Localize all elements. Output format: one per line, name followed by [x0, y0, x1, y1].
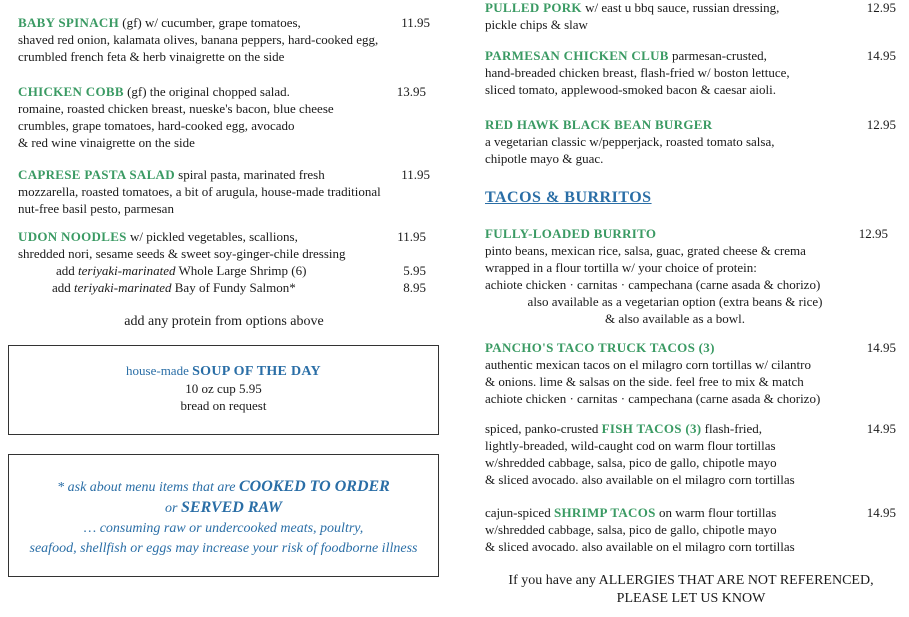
addon-label: Whole Large Shrimp (6): [175, 263, 307, 278]
item-desc: authentic mexican tacos on el milagro corn tortillas w/ cilantro: [485, 357, 811, 372]
protein-note: add any protein from options above: [124, 314, 324, 329]
soup-box: [8, 345, 439, 435]
menu-item-fish-tacos: [485, 420, 896, 488]
item-tag: w/ east u bbq sauce, russian dressing,: [581, 0, 780, 15]
soup-prefix: house-made: [126, 363, 193, 378]
item-desc: achiote chicken · carnitas · campechana (carne asada & chorizo): [485, 277, 821, 292]
menu-item-panchos-tacos: [485, 339, 896, 407]
item-name: FISH TACOS (3): [601, 421, 702, 436]
item-desc: mozzarella, roasted tomatoes, a bit of arugula, house-made traditional: [18, 184, 381, 199]
notice-line2: or: [165, 501, 181, 516]
item-name: PARMESAN CHICKEN CLUB: [485, 48, 669, 63]
item-desc-centered: & also available as a bowl.: [604, 311, 746, 326]
section-heading-tacos-burritos: TACOS & BURRITOS: [485, 189, 652, 206]
addon-label: Bay of Fundy Salmon*: [171, 280, 296, 295]
item-prefix: spiced, panko-crusted: [485, 421, 602, 436]
item-price: 12.95: [866, 117, 896, 132]
menu-item-udon-noodles: [18, 228, 426, 296]
addon-shrimp: [18, 262, 426, 279]
item-desc: & sliced avocado. also available on el milagro corn tortillas: [485, 472, 795, 487]
soup-title: SOUP OF THE DAY: [192, 364, 321, 379]
item-tag: spiral pasta, marinated fresh: [174, 167, 325, 182]
item-desc: shredded nori, sesame seeds & sweet soy-ginger-chile dressing: [18, 246, 346, 261]
item-name: FULLY-LOADED BURRITO: [485, 226, 657, 241]
item-desc: & sliced avocado. also available on el milagro corn tortillas: [485, 539, 795, 554]
menu-item-chicken-cobb: [18, 83, 426, 151]
item-name: RED HAWK BLACK BEAN BURGER: [485, 117, 713, 132]
item-desc: pinto beans, mexican rice, salsa, guac, grated cheese & crema: [485, 243, 806, 258]
soup-cup-price: 10 oz cup 5.95: [185, 381, 262, 396]
item-price: 14.95: [866, 48, 896, 63]
item-name: PULLED PORK: [485, 0, 582, 15]
item-desc: w/shredded cabbage, salsa, pico de gallo, chipotle mayo: [485, 522, 777, 537]
item-tag: parmesan-crusted,: [668, 48, 767, 63]
item-desc: a vegetarian classic w/pepperjack, roasted tomato salsa,: [485, 134, 775, 149]
item-desc: crumbles, grape tomatoes, hard-cooked egg, avocado: [18, 118, 295, 133]
item-price: 12.95: [866, 0, 896, 15]
addon-style: teriyaki-marinated: [74, 280, 172, 295]
item-name: PANCHO'S TACO TRUCK TACOS (3): [485, 340, 715, 355]
item-tag: (gf) w/ cucumber, grape tomatoes,: [119, 15, 301, 30]
notice-line3: … consuming raw or undercooked meats, poultry,: [83, 521, 364, 536]
addon-price: 5.95: [403, 263, 426, 278]
notice-line1: * ask about menu items that are: [57, 480, 239, 495]
item-desc: shaved red onion, kalamata olives, banana peppers, hard-cooked egg,: [18, 32, 379, 47]
item-desc: & red wine vinaigrette on the side: [18, 135, 195, 150]
item-price: 12.95: [858, 226, 888, 241]
allergy-line2: PLEASE LET US KNOW: [616, 591, 766, 606]
menu-item-caprese-pasta-salad: [18, 166, 430, 217]
item-price: 11.95: [401, 15, 430, 30]
item-name: SHRIMP TACOS: [553, 505, 656, 520]
item-desc: hand-breaded chicken breast, flash-fried w/ boston lettuce,: [485, 65, 790, 80]
item-desc-centered: also available as a vegetarian option (extra beans & rice): [527, 294, 823, 309]
menu-item-parmesan-chicken-club: [485, 47, 896, 98]
notice-served-raw: SERVED RAW: [181, 499, 282, 516]
menu-item-pulled-pork: [485, 0, 896, 33]
item-desc: romaine, roasted chicken breast, nueske's bacon, blue cheese: [18, 101, 334, 116]
item-price: 14.95: [866, 340, 896, 355]
item-desc: crumbled french feta & herb vinaigrette on the side: [18, 49, 285, 64]
item-name: UDON NOODLES: [18, 229, 127, 244]
addon-prefix: add: [52, 280, 75, 295]
item-price: 14.95: [866, 421, 896, 436]
item-desc: nut-free basil pesto, parmesan: [18, 201, 174, 216]
allergy-line1: If you have any ALLERGIES THAT ARE NOT REFERENCED,: [508, 573, 874, 588]
addon-prefix: add: [56, 263, 79, 278]
addon-style: teriyaki-marinated: [78, 263, 176, 278]
item-desc: sliced tomato, applewood-smoked bacon & caesar aioli.: [485, 82, 776, 97]
allergy-note: [468, 572, 909, 608]
item-desc: w/shredded cabbage, salsa, pico de gallo, chipotle mayo: [485, 455, 777, 470]
item-tag: (gf) the original chopped salad.: [123, 84, 290, 99]
menu-item-shrimp-tacos: [485, 504, 896, 555]
item-price: 11.95: [397, 229, 426, 244]
item-desc: achiote chicken · carnitas · campechana (carne asada & chorizo): [485, 391, 821, 406]
item-desc: pickle chips & slaw: [485, 17, 588, 32]
menu-item-fully-loaded-burrito: [485, 225, 888, 327]
raw-food-notice: [8, 454, 439, 577]
addon-price: 8.95: [403, 280, 426, 295]
item-price: 13.95: [396, 84, 426, 99]
item-name: CAPRESE PASTA SALAD: [18, 167, 175, 182]
item-name: CHICKEN COBB: [18, 84, 124, 99]
item-tag: on warm flour tortillas: [655, 505, 777, 520]
item-tag: flash-fried,: [701, 421, 763, 436]
item-tag: w/ pickled vegetables, scallions,: [126, 229, 298, 244]
item-prefix: cajun-spiced: [485, 505, 554, 520]
notice-cooked-to-order: COOKED TO ORDER: [239, 478, 390, 495]
soup-bread-note: bread on request: [180, 398, 267, 413]
item-desc: wrapped in a flour tortilla w/ your choice of protein:: [485, 260, 757, 275]
item-desc: & onions. lime & salsas on the side. feel free to mix & match: [485, 374, 804, 389]
notice-line4: seafood, shellfish or eggs may increase your risk of foodborne illness: [29, 541, 418, 556]
menu-item-baby-spinach: [18, 14, 430, 65]
item-price: 14.95: [866, 505, 896, 520]
menu-item-black-bean-burger: [485, 116, 896, 167]
item-price: 11.95: [401, 167, 430, 182]
addon-salmon: [18, 279, 426, 296]
item-desc: chipotle mayo & guac.: [485, 151, 604, 166]
item-desc: lightly-breaded, wild-caught cod on warm flour tortillas: [485, 438, 776, 453]
item-name: BABY SPINACH: [18, 15, 119, 30]
